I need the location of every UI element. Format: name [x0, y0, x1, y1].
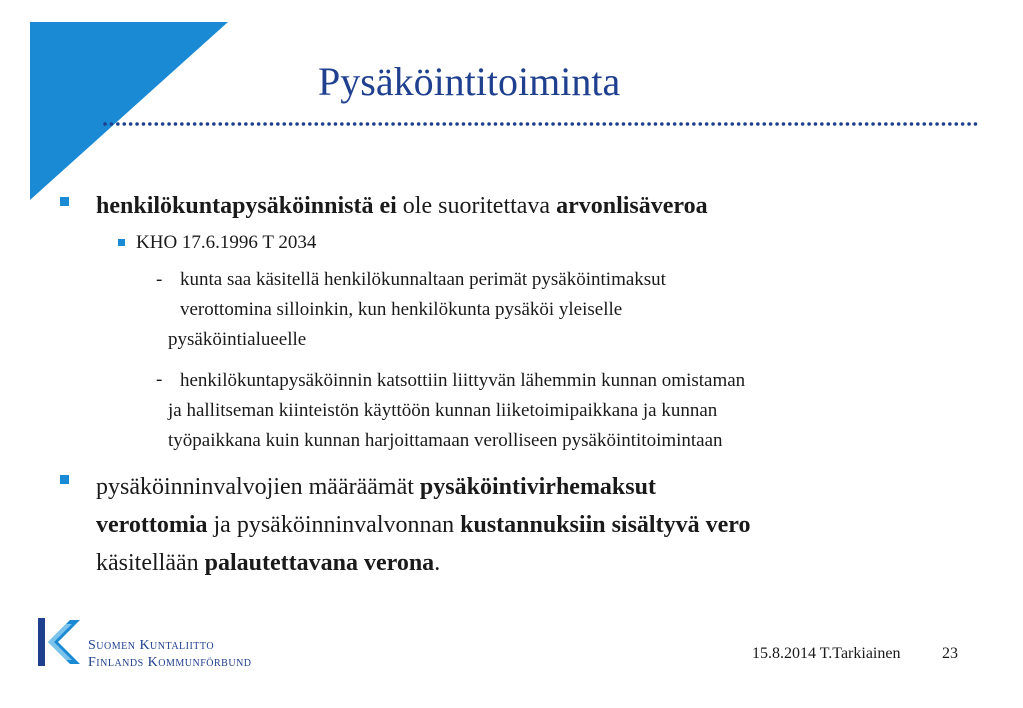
kuntaliitto-logo-icon [36, 614, 84, 670]
bold-text: pysäköintivirhemaksut [419, 474, 656, 500]
plain-text: ja pysäköinninvalvonnan [207, 512, 461, 538]
bullet-staff-parking [96, 190, 986, 222]
bullet-marker [60, 197, 69, 206]
sub-bullet-marker [118, 239, 125, 246]
dash-item-staff-parking-reason [168, 366, 980, 456]
bold-text: palautettavana verona [204, 550, 435, 576]
bold-text: kustannuksiin sisältyvä vero [460, 512, 751, 538]
text-line: kunta saa käsitellä henkilökunnaltaan perimät pysäköintimaksut [180, 269, 666, 290]
plain-text: . [434, 550, 441, 576]
text-line: verottomina silloinkin, kun henkilökunta pysäköi yleiselle [180, 299, 623, 320]
bold-text: verottomia [96, 512, 208, 538]
title-dotted-rule [103, 121, 981, 127]
footer-date-author: 15.8.2014 T.Tarkiainen [752, 645, 901, 662]
text-line: työpaikkana kuin kunnan harjoittamaan verolliseen pysäköintitoimintaan [168, 430, 723, 451]
org-name-finnish: Suomen Kuntaliitto [88, 638, 215, 653]
sub-bullet-kho: KHO 17.6.1996 T 2034 [136, 232, 317, 253]
bullet-parking-fines [96, 468, 986, 582]
bullet-marker [60, 475, 69, 484]
dash-marker: - [156, 369, 163, 390]
page-number: 23 [942, 645, 958, 662]
dash-marker: - [156, 269, 163, 290]
corner-decoration [0, 0, 240, 210]
bold-text: henkilökuntapysäköinnistä ei [96, 193, 397, 219]
plain-text: pysäköinninvalvojien määräämät [96, 474, 420, 500]
org-name-swedish: Finlands Kommunförbund [88, 655, 252, 670]
dash-item-municipality [168, 265, 980, 355]
slide-title: Pysäköintitoiminta [318, 59, 621, 104]
text-line: pysäköintialueelle [168, 329, 307, 350]
bold-text: arvonlisäveroa [556, 193, 708, 219]
plain-text: käsitellään [96, 550, 205, 576]
text-line: ja hallitseman kiinteistön käyttöön kunnan liiketoimipaikkana ja kunnan [168, 400, 718, 421]
text-line: henkilökuntapysäköinnin katsottiin liittyvän lähemmin kunnan omistaman [180, 370, 746, 391]
plain-text: ole suoritettava [396, 193, 557, 219]
